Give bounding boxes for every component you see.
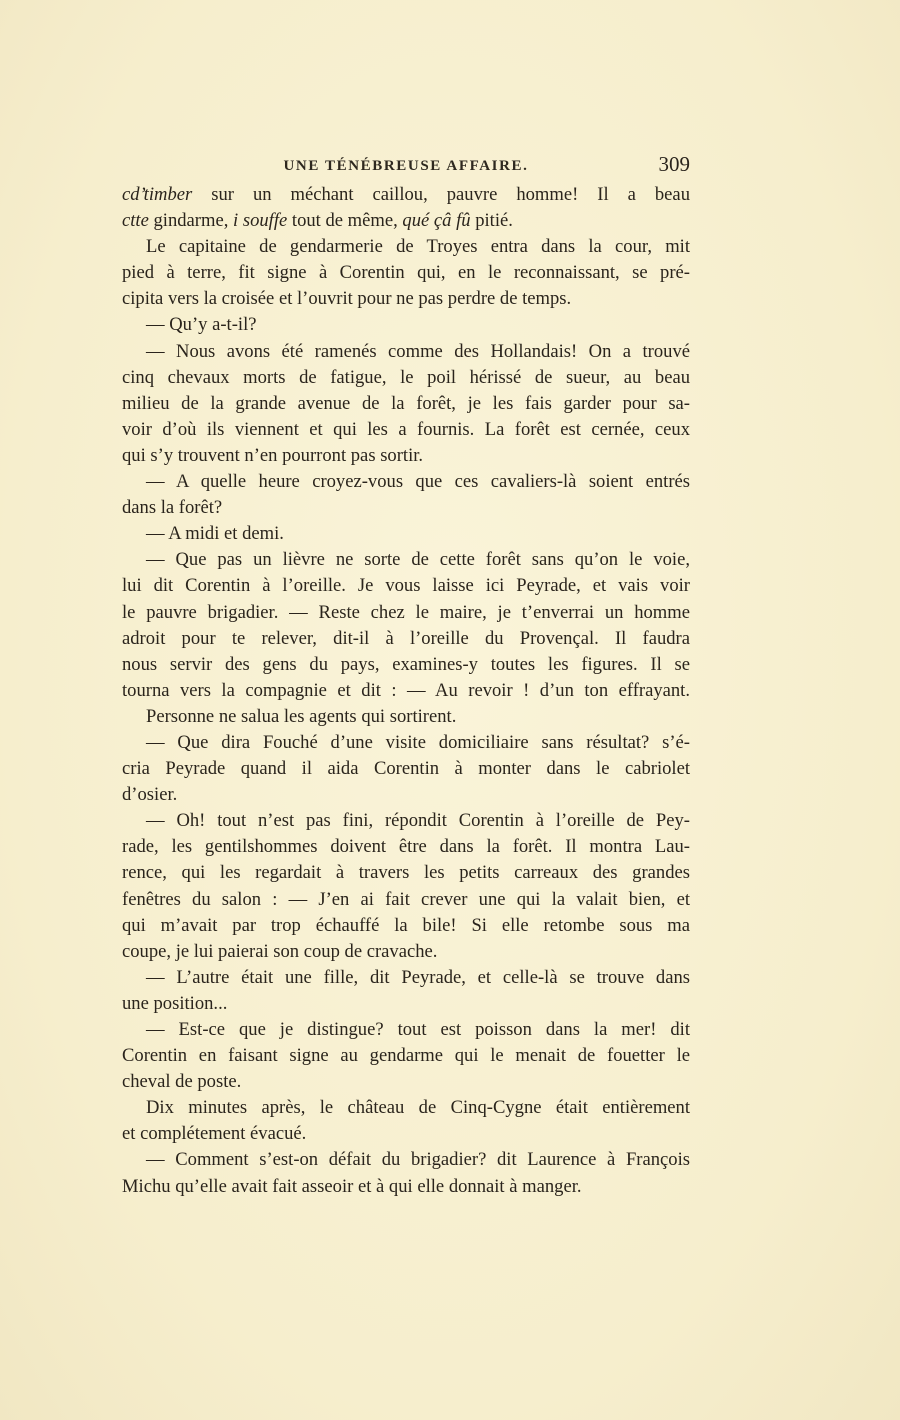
text-line <box>122 1147 690 1173</box>
text-segment: nous servir des gens du pays, examines-y toutes les figures. Il se <box>122 653 690 675</box>
italic-text: i souffe <box>233 210 288 232</box>
text-line <box>122 939 690 965</box>
text-segment: lui dit Corentin à l’oreille. Je vous laisse ici Peyrade, et vais voir <box>122 575 690 597</box>
text-line <box>122 678 690 704</box>
text-line <box>122 652 690 678</box>
text-segment: — A quelle heure croyez-vous que ces cavaliers-là soient entrés <box>146 471 690 493</box>
text-segment: cipita vers la croisée et l’ouvrit pour ne pas perdre de temps. <box>122 288 572 310</box>
text-segment: tourna vers la compagnie et dit : — Au revoir ! d’un ton effrayant. <box>122 679 690 701</box>
text-line <box>122 495 690 521</box>
text-line <box>122 339 690 365</box>
text-segment: qui m’avait par trop échauffé la bile! Si elle retombe sous ma <box>122 914 690 936</box>
italic-text: cd’timber <box>122 184 193 205</box>
text-segment: Personne ne salua les agents qui sortirent. <box>146 705 457 727</box>
text-segment: Michu qu’elle avait fait asseoir et à qui elle donnait à manger. <box>122 1175 582 1197</box>
text-line <box>122 600 690 626</box>
text-segment: sur un méchant caillou, pauvre homme! Il a beau <box>192 184 690 205</box>
text-line <box>122 704 690 730</box>
text-line <box>122 1174 690 1200</box>
text-line <box>122 182 690 208</box>
text-line <box>122 286 690 312</box>
text-segment: fenêtres du salon : — J’en ai fait crever une qui la valait bien, et <box>122 888 690 910</box>
text-segment: milieu de la grande avenue de la forêt, je les fais garder pour sa- <box>122 392 690 414</box>
text-segment: — Comment s’est-on défait du brigadier? dit Laurence à François <box>146 1149 690 1171</box>
text-segment: — Nous avons été ramenés comme des Hollandais! On a trouvé <box>146 340 690 362</box>
text-line <box>122 260 690 286</box>
text-line <box>122 1017 690 1043</box>
running-head <box>122 152 690 178</box>
text-segment: d’osier. <box>122 784 178 806</box>
text-line <box>122 573 690 599</box>
page-number: 309 <box>658 152 690 176</box>
text-segment: rade, les gentilshommes doivent être dans la forêt. Il montra Lau- <box>122 836 690 858</box>
text-segment: coupe, je lui paierai son coup de cravache. <box>122 940 438 962</box>
text-line <box>122 626 690 652</box>
text-segment: cheval de poste. <box>122 1071 242 1093</box>
text-segment: gindarme, <box>148 210 234 232</box>
text-segment: pied à terre, fit signe à Corentin qui, en le reconnaissant, se pré- <box>122 262 690 284</box>
text-segment: — Qu’y a-t-il? <box>146 314 257 336</box>
text-segment: — Oh! tout n’est pas fini, répondit Corentin à l’oreille de Pey- <box>146 810 690 832</box>
text-line <box>122 887 690 913</box>
text-segment: — Est-ce que je distingue? tout est poisson dans la mer! dit <box>146 1019 690 1040</box>
text-line <box>122 391 690 417</box>
text-line <box>122 208 690 234</box>
text-line <box>122 808 690 834</box>
text-line <box>122 312 690 338</box>
text-segment: et complétement évacué. <box>122 1123 307 1145</box>
text-segment: Corentin en faisant signe au gendarme qui le menait de fouetter le <box>122 1045 690 1067</box>
text-segment: — L’autre était une fille, dit Peyrade, et celle-là se trouve dans <box>146 966 690 988</box>
text-segment: cinq chevaux morts de fatigue, le poil hérissé de sueur, au beau <box>122 366 690 388</box>
text-segment: adroit pour te relever, dit-il à l’oreille du Provençal. Il faudra <box>122 627 690 649</box>
text-line <box>122 1121 690 1147</box>
text-segment: Le capitaine de gendarmerie de Troyes entra dans la cour, mit <box>146 236 690 258</box>
text-segment: cria Peyrade quand il aida Corentin à monter dans le cabriolet <box>122 758 690 780</box>
text-line <box>122 913 690 939</box>
italic-text: qué çâ fû <box>402 210 471 232</box>
text-line <box>122 521 690 547</box>
text-segment: voir d’où ils viennent et qui les a fournis. La forêt est cernée, ceux <box>122 418 690 440</box>
italic-text: ctte <box>122 210 149 232</box>
text-segment: — Que pas un lièvre ne sorte de cette forêt sans qu’on le voie, <box>146 549 690 571</box>
text-line <box>122 782 690 808</box>
text-segment: pitié. <box>470 210 513 232</box>
body-text <box>122 182 690 1200</box>
running-title: UNE TÉNÉBREUSE AFFAIRE. <box>283 158 529 174</box>
text-segment: rence, qui les regardait à travers les petits carreaux des grandes <box>122 862 690 884</box>
text-line <box>122 1043 690 1069</box>
text-segment: tout de même, <box>287 210 403 232</box>
text-line <box>122 365 690 391</box>
text-line <box>122 991 690 1017</box>
text-line <box>122 834 690 860</box>
text-line <box>122 1069 690 1095</box>
text-line <box>122 234 690 260</box>
text-segment: Dix minutes après, le château de Cinq-Cygne était entièrement <box>146 1097 690 1119</box>
text-segment: — Que dira Fouché d’une visite domiciliaire sans résultat? s’é- <box>146 731 690 753</box>
text-line <box>122 547 690 573</box>
text-segment: qui s’y trouvent n’en pourront pas sortir. <box>122 444 424 466</box>
text-segment: le pauvre brigadier. — Reste chez le maire, je t’enverrai un homme <box>122 601 690 623</box>
text-segment: — A midi et demi. <box>146 523 284 545</box>
text-line <box>122 730 690 756</box>
text-line <box>122 469 690 495</box>
text-line <box>122 965 690 991</box>
text-segment: dans la forêt? <box>122 497 223 519</box>
text-line <box>122 443 690 469</box>
text-line <box>122 756 690 782</box>
text-segment: une position... <box>122 992 228 1014</box>
text-line <box>122 1095 690 1121</box>
text-line <box>122 417 690 443</box>
text-line <box>122 860 690 886</box>
